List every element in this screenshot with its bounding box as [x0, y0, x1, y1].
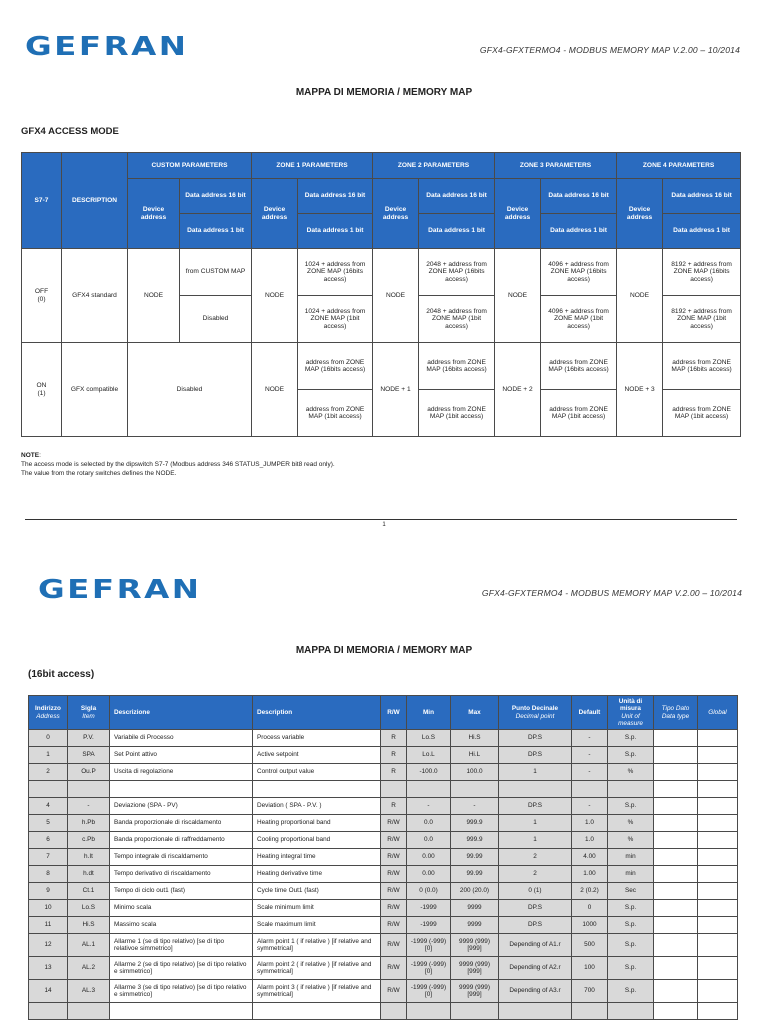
cell-data-type [654, 815, 698, 832]
on-code: (1) [37, 389, 46, 397]
cell-default: 500 [572, 934, 608, 957]
memory-map-table [28, 695, 738, 1020]
cell-address: 14 [29, 980, 68, 1003]
note-line-2: The value from the rotary switches defines the NODE. [21, 469, 177, 477]
header-data1: Data address 1 bit [419, 214, 495, 249]
cell-description: Control output value [253, 764, 381, 781]
cell-unit [608, 1003, 654, 1020]
cell-default: 100 [572, 957, 608, 980]
cell-min: 0.00 [407, 866, 451, 883]
cell-default: 1000 [572, 917, 608, 934]
cell-address [29, 1003, 68, 1020]
cell-min: Lo.S [407, 730, 451, 747]
cell-max: 9999 (999) [999] [451, 934, 499, 957]
cell-default: 4.00 [572, 849, 608, 866]
cell-descrizione [110, 781, 253, 798]
off-zone3-device: NODE [495, 249, 541, 343]
cell-global [698, 934, 738, 957]
cell-max [451, 781, 499, 798]
cell-address [29, 781, 68, 798]
header-data16: Data address 16 bit [180, 179, 252, 214]
cell-item: h.Pb [68, 815, 110, 832]
cell-item [68, 1003, 110, 1020]
off-state-cell [22, 249, 62, 343]
cell-global [698, 832, 738, 849]
cell-data-type [654, 980, 698, 1003]
header-default: Default [572, 696, 608, 730]
cell-address: 13 [29, 957, 68, 980]
cell-unit: % [608, 815, 654, 832]
cell-max: 200 (20.0) [451, 883, 499, 900]
note-block: NOTE: The access mode is selected by the dipswitch S7-7 (Modbus address 346 STATUS_JUMPER bit8 read only). The value from the rotary switches defines the NODE. [21, 452, 335, 477]
cell-default: - [572, 764, 608, 781]
off-zone2-16bit: 2048 + address from ZONE MAP (16bits access) [419, 249, 495, 296]
on-zone4-16bit: address from ZONE MAP (16bits access) [663, 343, 741, 390]
cell-descrizione: Allarme 2 (se di tipo relativo) [se di tipo relativo e simmetrico] [110, 957, 253, 980]
cell-max: Hi.L [451, 747, 499, 764]
header-global: Global [698, 696, 738, 730]
cell-descrizione: Set Point attivo [110, 747, 253, 764]
cell-max: 9999 (999) [999] [451, 957, 499, 980]
cell-global [698, 866, 738, 883]
off-code: (0) [37, 295, 46, 303]
on-zone1-16bit: address from ZONE MAP (16bits access) [298, 343, 373, 390]
cell-description: Cycle time Out1 (fast) [253, 883, 381, 900]
cell-description: Heating derivative time [253, 866, 381, 883]
header-data1: Data address 1 bit [180, 214, 252, 249]
cell-unit: S.p. [608, 747, 654, 764]
cell-decimal-point: DP.S [499, 730, 572, 747]
cell-max: 99.99 [451, 849, 499, 866]
cell-decimal-point: 1 [499, 815, 572, 832]
cell-item [68, 781, 110, 798]
cell-decimal-point [499, 781, 572, 798]
off-zone3-1bit: 4096 + address from ZONE MAP (1bit access) [541, 296, 617, 343]
header-custom-parameters: CUSTOM PARAMETERS [128, 153, 252, 179]
cell-description: Scale maximum limit [253, 917, 381, 934]
cell-max: 100.0 [451, 764, 499, 781]
header-data16: Data address 16 bit [298, 179, 373, 214]
cell-rw: R [381, 764, 407, 781]
cell-unit: S.p. [608, 900, 654, 917]
cell-default [572, 1003, 608, 1020]
cell-unit [608, 781, 654, 798]
cell-min: -1999 (-999) [0] [407, 934, 451, 957]
page-number: 1 [382, 522, 386, 528]
off-zone1-device: NODE [252, 249, 298, 343]
cell-rw: R/W [381, 832, 407, 849]
header-description: Description [253, 696, 381, 730]
cell-description: Alarm point 1 ( if relative ) [if relative and symmetrical] [253, 934, 381, 957]
cell-address: 10 [29, 900, 68, 917]
cell-description: Alarm point 3 ( if relative ) [if relative and symmetrical] [253, 980, 381, 1003]
table-row [29, 934, 738, 957]
cell-data-type [654, 900, 698, 917]
table-row [29, 832, 738, 849]
cell-max: 9999 [451, 900, 499, 917]
cell-min: -1999 [407, 900, 451, 917]
cell-item: AL.3 [68, 980, 110, 1003]
cell-rw [381, 781, 407, 798]
page-title: MAPPA DI MEMORIA / MEMORY MAP [295, 645, 473, 656]
header-address: Indirizzo Address [29, 696, 68, 730]
header-descrizione: Descrizione [110, 696, 253, 730]
cell-rw: R/W [381, 917, 407, 934]
cell-address: 0 [29, 730, 68, 747]
table-row [29, 747, 738, 764]
cell-default: 1.00 [572, 866, 608, 883]
cell-global [698, 730, 738, 747]
cell-global [698, 798, 738, 815]
cell-unit: % [608, 832, 654, 849]
on-custom-disabled: Disabled [128, 343, 252, 437]
cell-descrizione: Banda proporzionale di riscaldamento [110, 815, 253, 832]
cell-rw [381, 1003, 407, 1020]
off-description: GFX4 standard [62, 249, 128, 343]
cell-descrizione: Tempo derivativo di riscaldamento [110, 866, 253, 883]
cell-rw: R/W [381, 883, 407, 900]
cell-data-type [654, 883, 698, 900]
cell-global [698, 849, 738, 866]
cell-min: 0.0 [407, 832, 451, 849]
cell-item: Ou.P [68, 764, 110, 781]
cell-rw: R [381, 798, 407, 815]
cell-decimal-point: Depending of A1.r [499, 934, 572, 957]
on-zone1-1bit: address from ZONE MAP (1bit access) [298, 390, 373, 437]
page-divider [25, 519, 737, 520]
cell-descrizione: Minimo scala [110, 900, 253, 917]
empty-row [29, 781, 738, 798]
cell-min: Lo.L [407, 747, 451, 764]
cell-max: 999.9 [451, 815, 499, 832]
header-device-address: Device address [495, 179, 541, 249]
cell-decimal-point: DP.S [499, 900, 572, 917]
cell-min: - [407, 798, 451, 815]
cell-max [451, 1003, 499, 1020]
off-zone2-device: NODE [373, 249, 419, 343]
cell-decimal-point: Depending of A2.r [499, 957, 572, 980]
header-zone2: ZONE 2 PARAMETERS [373, 153, 495, 179]
cell-description: Heating integral time [253, 849, 381, 866]
cell-default: 1.0 [572, 815, 608, 832]
cell-descrizione: Variabile di Processo [110, 730, 253, 747]
header-item: Sigla Item [68, 696, 110, 730]
document-title: GFX4-GFXTERMO4 - MODBUS MEMORY MAP V.2.00 – 10/2014 [479, 45, 740, 55]
cell-decimal-point: 1 [499, 832, 572, 849]
on-zone2-device: NODE + 1 [373, 343, 419, 437]
cell-item: AL.2 [68, 957, 110, 980]
off-custom-16bit: from CUSTOM MAP [180, 249, 252, 296]
cell-unit: S.p. [608, 917, 654, 934]
cell-description: Process variable [253, 730, 381, 747]
table-row [29, 730, 738, 747]
cell-min: -1999 (-999) [0] [407, 980, 451, 1003]
cell-global [698, 957, 738, 980]
cell-address: 6 [29, 832, 68, 849]
cell-description [253, 1003, 381, 1020]
header-data1: Data address 1 bit [541, 214, 617, 249]
on-zone1-device: NODE [252, 343, 298, 437]
table-row [29, 900, 738, 917]
off-zone4-16bit: 8192 + address from ZONE MAP (16bits access) [663, 249, 741, 296]
on-zone4-1bit: address from ZONE MAP (1bit access) [663, 390, 741, 437]
cell-min: -100.0 [407, 764, 451, 781]
cell-min [407, 781, 451, 798]
cell-description: Alarm point 2 ( if relative ) [if relative and symmetrical] [253, 957, 381, 980]
header-data1: Data address 1 bit [298, 214, 373, 249]
on-zone2-16bit: address from ZONE MAP (16bits access) [419, 343, 495, 390]
cell-descrizione: Tempo integrale di riscaldamento [110, 849, 253, 866]
cell-address: 9 [29, 883, 68, 900]
cell-unit: S.p. [608, 798, 654, 815]
header-min: Min [407, 696, 451, 730]
header-device-address: Device address [373, 179, 419, 249]
cell-max: 99.99 [451, 866, 499, 883]
cell-max: 999.9 [451, 832, 499, 849]
cell-item: Lo.S [68, 900, 110, 917]
section-title: GFX4 ACCESS MODE [21, 126, 119, 137]
cell-min: 0.0 [407, 815, 451, 832]
cell-min [407, 1003, 451, 1020]
cell-unit: S.p. [608, 730, 654, 747]
cell-decimal-point: 1 [499, 764, 572, 781]
header-description: DESCRIPTION [62, 153, 128, 249]
cell-rw: R [381, 747, 407, 764]
header-device-address: Device address [252, 179, 298, 249]
header-unit: Unità di misura Unit of measure [608, 696, 654, 730]
cell-global [698, 815, 738, 832]
cell-decimal-point: 0 (1) [499, 883, 572, 900]
cell-decimal-point: Depending of A3.r [499, 980, 572, 1003]
cell-decimal-point: DP.S [499, 917, 572, 934]
cell-descrizione: Allarme 1 (se di tipo relativo) [se di tipo relativoe simmetrico] [110, 934, 253, 957]
cell-item: Hi.S [68, 917, 110, 934]
on-zone3-device: NODE + 2 [495, 343, 541, 437]
header-decimal-point: Punto Decinale Decimal point [499, 696, 572, 730]
cell-data-type [654, 832, 698, 849]
cell-decimal-point [499, 1003, 572, 1020]
cell-rw: R [381, 730, 407, 747]
cell-rw: R/W [381, 900, 407, 917]
cell-data-type [654, 866, 698, 883]
cell-address: 11 [29, 917, 68, 934]
cell-rw: R/W [381, 957, 407, 980]
off-zone4-1bit: 8192 + address from ZONE MAP (1bit access) [663, 296, 741, 343]
cell-rw: R/W [381, 815, 407, 832]
cell-default: 0 [572, 900, 608, 917]
gefran-logo: GEFRAN [25, 32, 189, 62]
cell-max: - [451, 798, 499, 815]
cell-default: 2 (0.2) [572, 883, 608, 900]
cell-address: 4 [29, 798, 68, 815]
cell-unit: S.p. [608, 934, 654, 957]
header-data16: Data address 16 bit [663, 179, 741, 214]
cell-description [253, 781, 381, 798]
cell-descrizione: Tempo di ciclo out1 (fast) [110, 883, 253, 900]
header-rw: R/W [381, 696, 407, 730]
table-row [29, 849, 738, 866]
cell-data-type [654, 917, 698, 934]
cell-min: 0.00 [407, 849, 451, 866]
header-s77: S7-7 [22, 153, 62, 249]
cell-decimal-point: DP.S [499, 798, 572, 815]
access-mode-table [21, 152, 741, 437]
on-zone3-16bit: address from ZONE MAP (16bits access) [541, 343, 617, 390]
cell-global [698, 764, 738, 781]
cell-min: 0 (0.0) [407, 883, 451, 900]
cell-description: Scale minimum limit [253, 900, 381, 917]
off-zone1-16bit: 1024 + address from ZONE MAP (16bits access) [298, 249, 373, 296]
on-description: GFX compatible [62, 343, 128, 437]
cell-descrizione [110, 1003, 253, 1020]
on-state: ON [36, 382, 47, 390]
header-data1: Data address 1 bit [663, 214, 741, 249]
cell-rw: R/W [381, 934, 407, 957]
cell-item: AL.1 [68, 934, 110, 957]
cell-unit: min [608, 866, 654, 883]
cell-data-type [654, 764, 698, 781]
cell-global [698, 900, 738, 917]
cell-item: h.It [68, 849, 110, 866]
cell-max: 9999 [451, 917, 499, 934]
cell-data-type [654, 747, 698, 764]
cell-global [698, 1003, 738, 1020]
cell-min: -1999 (-999) [0] [407, 957, 451, 980]
cell-description: Heating proportional band [253, 815, 381, 832]
cell-item: - [68, 798, 110, 815]
cell-address: 12 [29, 934, 68, 957]
cell-rw: R/W [381, 849, 407, 866]
cell-descrizione: Massimo scala [110, 917, 253, 934]
header-zone3: ZONE 3 PARAMETERS [495, 153, 617, 179]
header-zone1: ZONE 1 PARAMETERS [252, 153, 373, 179]
cell-default: - [572, 798, 608, 815]
cell-decimal-point: 2 [499, 866, 572, 883]
on-zone3-1bit: address from ZONE MAP (1bit access) [541, 390, 617, 437]
off-zone2-1bit: 2048 + address from ZONE MAP (1bit access) [419, 296, 495, 343]
cell-item: SPA [68, 747, 110, 764]
cell-default [572, 781, 608, 798]
header-max: Max [451, 696, 499, 730]
cell-descrizione: Allarme 3 (se di tipo relativo) [se di tipo relativo e simmetrico] [110, 980, 253, 1003]
cell-address: 7 [29, 849, 68, 866]
cell-default: - [572, 730, 608, 747]
table-row [29, 866, 738, 883]
empty-row [29, 1003, 738, 1020]
cell-global [698, 781, 738, 798]
cell-item: P.V. [68, 730, 110, 747]
header-data-type: Tipo Dato Data type [654, 696, 698, 730]
header-device-address: Device address [128, 179, 180, 249]
off-state: OFF [34, 288, 49, 296]
note-label: NOTE [21, 452, 40, 459]
cell-decimal-point: 2 [499, 849, 572, 866]
cell-default: - [572, 747, 608, 764]
cell-default: 700 [572, 980, 608, 1003]
off-zone4-device: NODE [617, 249, 663, 343]
cell-data-type [654, 798, 698, 815]
cell-unit: Sec [608, 883, 654, 900]
cell-data-type [654, 781, 698, 798]
gefran-logo: GEFRAN [38, 575, 202, 605]
cell-data-type [654, 934, 698, 957]
cell-address: 8 [29, 866, 68, 883]
cell-rw: R/W [381, 866, 407, 883]
cell-unit: % [608, 764, 654, 781]
cell-data-type [654, 1003, 698, 1020]
table-row [29, 883, 738, 900]
section-title: (16bit access) [28, 669, 95, 680]
header-data16: Data address 16 bit [541, 179, 617, 214]
cell-max: Hi.S [451, 730, 499, 747]
cell-max: 9999 (999) [999] [451, 980, 499, 1003]
page-title: MAPPA DI MEMORIA / MEMORY MAP [295, 87, 473, 98]
cell-unit: min [608, 849, 654, 866]
cell-default: 1.0 [572, 832, 608, 849]
cell-description: Cooling proportional band [253, 832, 381, 849]
table-row [29, 957, 738, 980]
on-zone2-1bit: address from ZONE MAP (1bit access) [419, 390, 495, 437]
cell-data-type [654, 957, 698, 980]
cell-global [698, 917, 738, 934]
header-data16: Data address 16 bit [419, 179, 495, 214]
header-device-address: Device address [617, 179, 663, 249]
off-custom-1bit: Disabled [180, 296, 252, 343]
document-title: GFX4-GFXTERMO4 - MODBUS MEMORY MAP V.2.00 – 10/2014 [481, 588, 742, 598]
cell-unit: S.p. [608, 980, 654, 1003]
cell-global [698, 980, 738, 1003]
cell-address: 1 [29, 747, 68, 764]
cell-description: Active setpoint [253, 747, 381, 764]
off-custom-device: NODE [128, 249, 180, 343]
cell-global [698, 747, 738, 764]
cell-descrizione: Deviazione (SPA - PV) [110, 798, 253, 815]
cell-item: Ct.1 [68, 883, 110, 900]
cell-data-type [654, 730, 698, 747]
cell-address: 2 [29, 764, 68, 781]
cell-descrizione: Banda proporzionale di raffreddamento [110, 832, 253, 849]
cell-description: Deviation ( SPA - P.V. ) [253, 798, 381, 815]
on-zone4-device: NODE + 3 [617, 343, 663, 437]
cell-global [698, 883, 738, 900]
cell-min: -1999 [407, 917, 451, 934]
off-zone1-1bit: 1024 + address from ZONE MAP (1bit access) [298, 296, 373, 343]
cell-item: c.Pb [68, 832, 110, 849]
cell-decimal-point: DP.S [499, 747, 572, 764]
header-zone4: ZONE 4 PARAMETERS [617, 153, 741, 179]
table-row [29, 798, 738, 815]
table-row [29, 917, 738, 934]
table-row [29, 764, 738, 781]
off-zone3-16bit: 4096 + address from ZONE MAP (16bits access) [541, 249, 617, 296]
table-row [29, 980, 738, 1003]
on-state-cell [22, 343, 62, 437]
cell-descrizione: Uscita di regolazione [110, 764, 253, 781]
note-line-1: The access mode is selected by the dipswitch S7-7 (Modbus address 346 STATUS_JUMPER bit8 read only). [21, 460, 335, 468]
cell-rw: R/W [381, 980, 407, 1003]
cell-data-type [654, 849, 698, 866]
cell-address: 5 [29, 815, 68, 832]
table-row [29, 815, 738, 832]
cell-unit: S.p. [608, 957, 654, 980]
cell-item: h.dt [68, 866, 110, 883]
